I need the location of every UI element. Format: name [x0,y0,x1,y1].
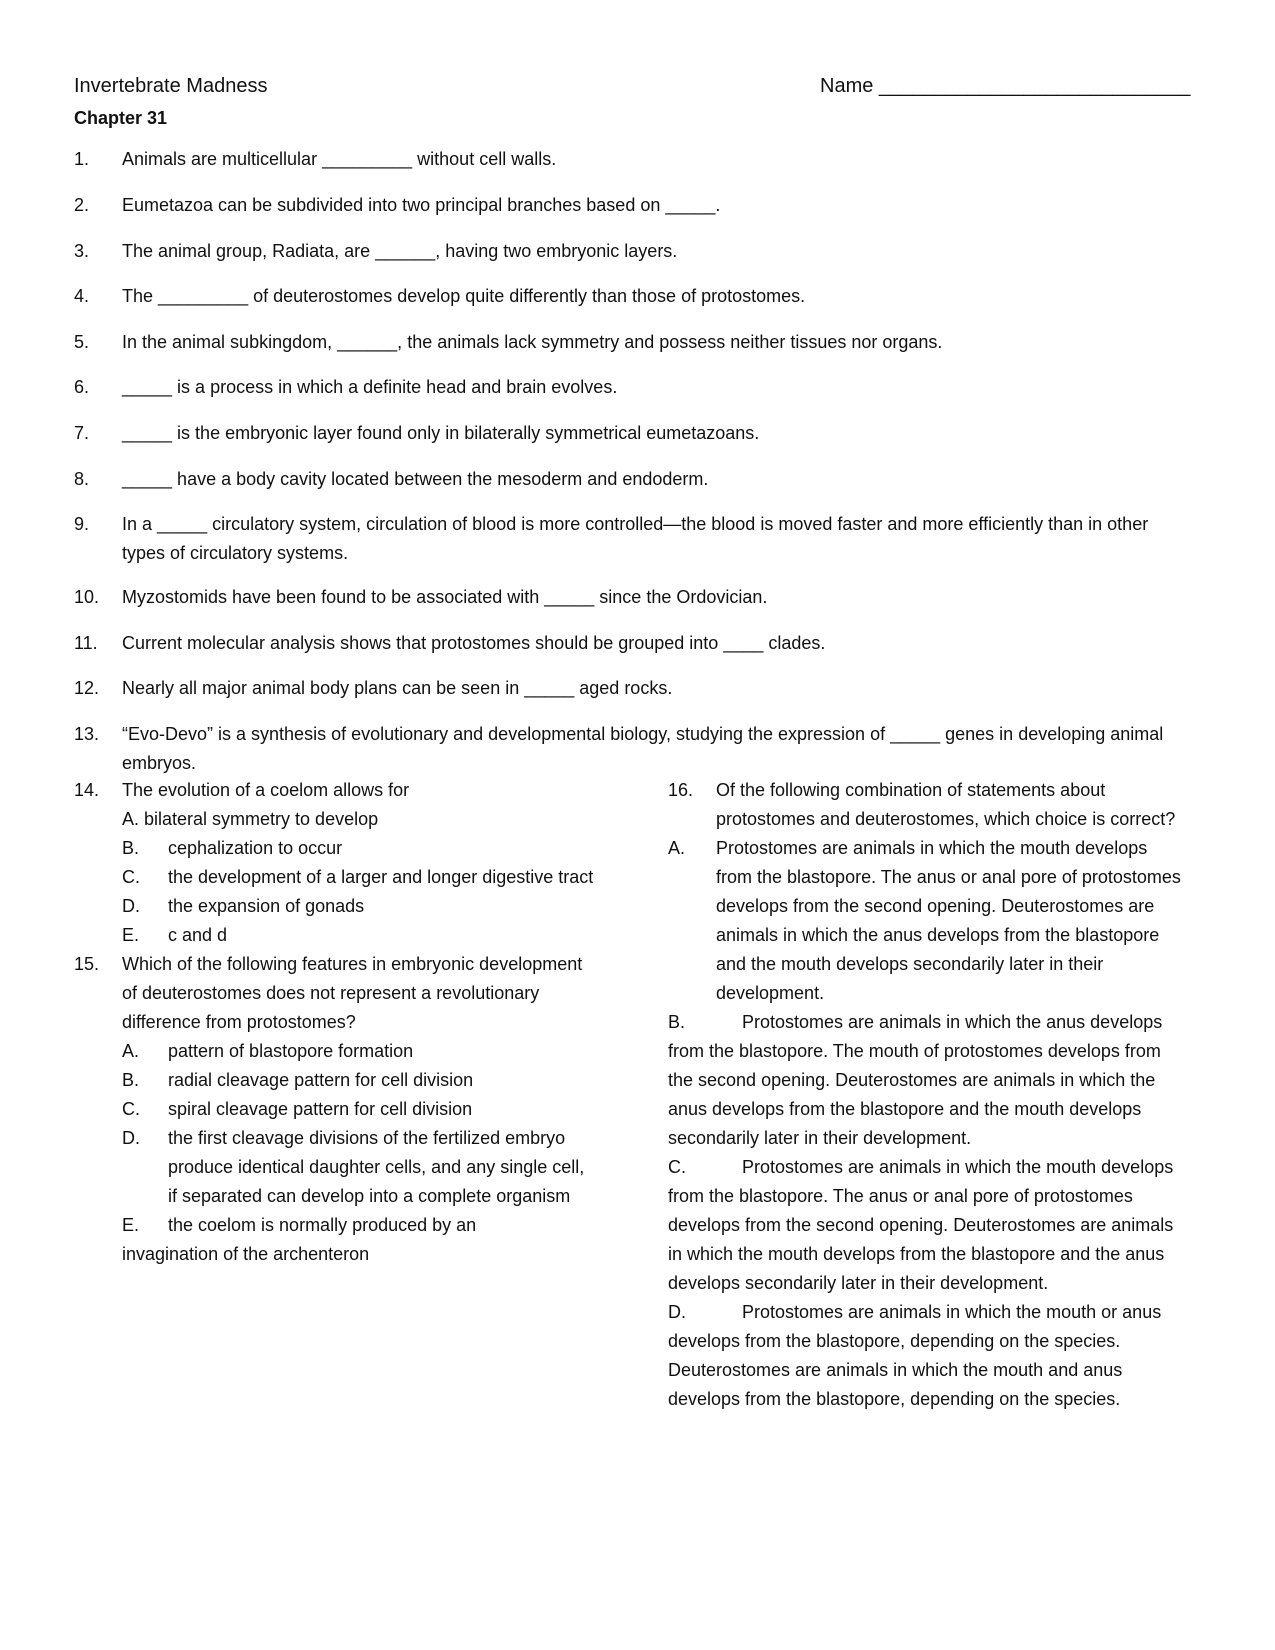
question-text: In the animal subkingdom, ______, the animals lack symmetry and possess neither tissues nor organs. [122,332,943,352]
question-text: In a _____ circulatory system, circulation of blood is more controlled—the blood is moved faster and more efficiently than in other types of circulatory systems. [122,514,1149,563]
option-16a [668,834,1188,1008]
question-text: Animals are multicellular _________ without cell walls. [122,149,557,169]
option-text-continuation: invagination of the archenteron [122,1244,370,1264]
option-15e-continuation [122,1240,594,1269]
question-6 [74,373,1184,402]
name-field-label: Name ____________________________ [820,75,1191,97]
question-text: Nearly all major animal body plans can be seen in _____ aged rocks. [122,678,673,698]
option-15c [74,1095,594,1124]
question-text: The animal group, Radiata, are ______, having two embryonic layers. [122,241,678,261]
option-text: Protostomes are animals in which the mouth develops from the blastopore. The anus or anal pore of protostomes develops from the second opening. Deuterostomes are animals in which the anus develops from the blastopore and the mouth develops secondarily later in their development. [716,838,1181,1003]
question-15 [74,950,594,1037]
question-number: 15. [74,954,100,974]
option-14e [74,921,594,950]
option-16d [668,1298,1188,1414]
option-text: the coelom is normally produced by an [168,1215,477,1235]
option-label: C. [122,867,140,887]
question-text: “Evo-Devo” is a synthesis of evolutionary and developmental biology, studying the expression of _____ genes in developing animal embryos. [122,724,1164,773]
question-number: 5. [74,332,90,352]
question-11 [74,629,1184,658]
option-15d [74,1124,594,1211]
worksheet-title: Invertebrate Madness [74,75,268,97]
question-16 [668,776,1188,834]
option-label: D. [668,1302,686,1322]
question-7 [74,419,1184,448]
question-number: 3. [74,241,90,261]
option-label: B. [122,838,140,858]
question-number: 6. [74,377,90,397]
question-9 [74,510,1184,568]
question-4 [74,282,1184,311]
question-12 [74,674,1184,703]
question-number: 13. [74,724,100,744]
option-label: B. [122,1070,140,1090]
option-label: C. [122,1099,140,1119]
question-10 [74,583,1184,612]
option-15e [74,1211,594,1240]
question-number: 4. [74,286,90,306]
option-text: Protostomes are animals in which the mouth develops from the blastopore. The anus or anal pore of protostomes develops from the second opening. Deuterostomes are animals in which the mouth develops from the blastopore and the anus develops secondarily later in their development. [668,1157,1174,1293]
question-1 [74,145,1184,174]
question-text: The evolution of a coelom allows for [122,780,410,800]
question-text: The _________ of deuterostomes develop quite differently than those of protostomes. [122,286,806,306]
chapter-label: Chapter 31 [74,108,168,128]
question-text: _____ have a body cavity located between the mesoderm and endoderm. [122,469,709,489]
question-number: 14. [74,780,100,800]
option-label: D. [122,896,140,916]
option-text: spiral cleavage pattern for cell division [168,1099,473,1119]
question-text: Eumetazoa can be subdivided into two principal branches based on _____. [122,195,721,215]
right-column [668,776,1188,1414]
option-14c [74,863,594,892]
option-label: E. [122,1215,140,1235]
question-text: Myzostomids have been found to be associated with _____ since the Ordovician. [122,587,768,607]
question-number: 8. [74,469,90,489]
question-13 [74,720,1184,778]
option-16c [668,1153,1188,1298]
option-15b [74,1066,594,1095]
option-label: B. [668,1012,686,1032]
option-14d [74,892,594,921]
option-15a [74,1037,594,1066]
option-14b [74,834,594,863]
question-14 [74,776,594,805]
option-label: C. [668,1157,686,1177]
question-number: 16. [668,780,694,800]
option-text: pattern of blastopore formation [168,1041,414,1061]
question-5 [74,328,1184,357]
option-text: the expansion of gonads [168,896,365,916]
option-text: Protostomes are animals in which the mouth or anus develops from the blastopore, depending on the species. Deuterostomes are animals in which the mouth and anus develops from the blastopore, depending on the species. [668,1302,1162,1409]
option-label: A. [122,1041,140,1061]
question-number: 2. [74,195,90,215]
question-text: Of the following combination of statements about protostomes and deuterostomes, which choice is correct? [716,780,1176,829]
option-text: Protostomes are animals in which the anus develops from the blastopore. The mouth of protostomes develops from the second opening. Deuterostomes are animals in which the anus develops from the blastopore and the mouth develops secondarily later in their development. [668,1012,1163,1148]
option-14a [74,805,594,834]
question-2 [74,191,1184,220]
option-label: D. [122,1128,140,1148]
question-8 [74,465,1184,494]
question-number: 11. [74,633,98,653]
question-text: _____ is the embryonic layer found only in bilaterally symmetrical eumetazoans. [122,423,760,443]
option-text: radial cleavage pattern for cell division [168,1070,474,1090]
option-text: the development of a larger and longer digestive tract [168,867,594,887]
question-text: _____ is a process in which a definite head and brain evolves. [122,377,618,397]
question-number: 7. [74,423,90,443]
question-number: 10. [74,587,100,607]
question-3 [74,237,1184,266]
option-label: E. [122,925,140,945]
question-text: Current molecular analysis shows that protostomes should be grouped into ____ clades. [122,633,826,653]
option-text: cephalization to occur [168,838,343,858]
option-text: c and d [168,925,228,945]
question-number: 12. [74,678,100,698]
question-number: 1. [74,149,90,169]
option-16b [668,1008,1188,1153]
option-text: the first cleavage divisions of the fertilized embryo produce identical daughter cells, and any single cell, if separated can develop into a complete organism [168,1128,585,1206]
question-text: Which of the following features in embryonic development of deuterostomes does not represent a revolutionary difference from protostomes? [122,954,583,1032]
option-text: A. bilateral symmetry to develop [122,809,379,829]
left-column [74,776,594,1269]
question-number: 9. [74,514,90,534]
option-label: A. [668,838,686,858]
